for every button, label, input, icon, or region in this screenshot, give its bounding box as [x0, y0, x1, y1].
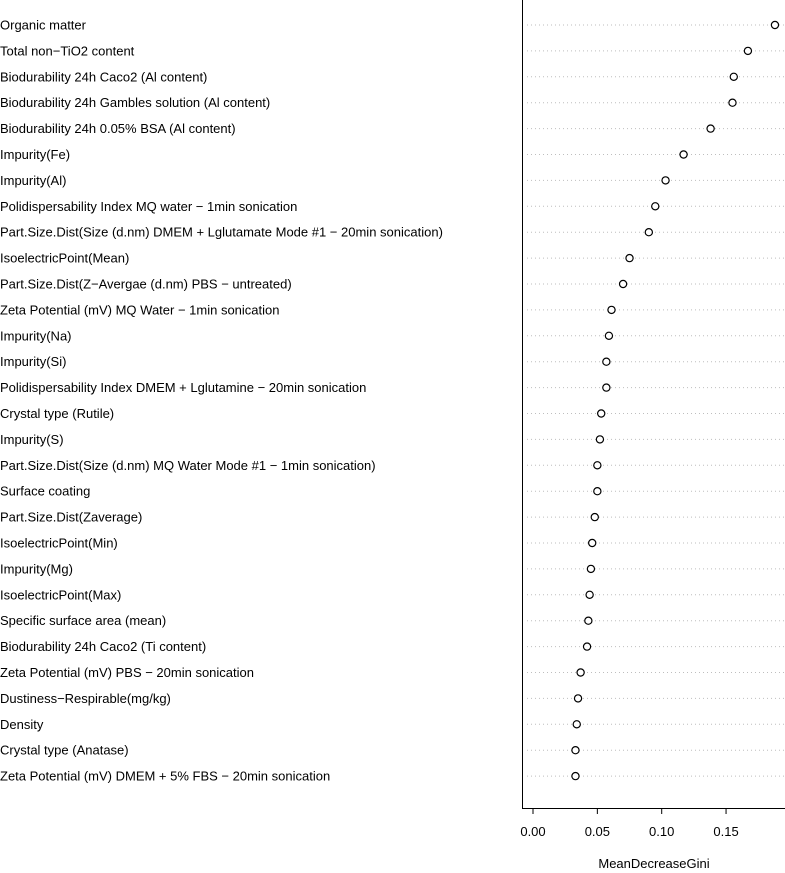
data-point	[707, 125, 714, 132]
data-point	[603, 358, 610, 365]
x-tick-label: 0.15	[713, 824, 739, 839]
category-label: Zeta Potential (mV) MQ Water − 1min sonication	[0, 302, 280, 318]
category-label: Impurity(Si)	[0, 354, 67, 370]
data-point	[594, 488, 601, 495]
data-point	[619, 280, 626, 287]
data-points	[572, 21, 779, 779]
category-label: Density	[0, 716, 44, 732]
data-point	[680, 151, 687, 158]
data-point	[572, 773, 579, 780]
data-point	[585, 617, 592, 624]
data-point	[608, 306, 615, 313]
category-label: Polidispersability Index DMEM + Lglutamine − 20min sonication	[0, 380, 367, 396]
category-label: IsoelectricPoint(Mean)	[0, 250, 130, 266]
x-tick-label: 0.00	[520, 824, 546, 839]
category-label: Dustiness−Respirable(mg/kg)	[0, 690, 171, 706]
data-point	[573, 721, 580, 728]
category-labels	[0, 18, 443, 784]
category-label: Impurity(Na)	[0, 328, 72, 344]
data-point	[572, 747, 579, 754]
category-label: Specific surface area (mean)	[0, 613, 167, 629]
category-label: Part.Size.Dist(Zaverage)	[0, 509, 143, 525]
data-point	[662, 177, 669, 184]
data-point	[583, 643, 590, 650]
category-label: Crystal type (Anatase)	[0, 742, 129, 758]
data-point	[771, 21, 778, 28]
category-label: Crystal type (Rutile)	[0, 406, 115, 421]
data-point	[645, 229, 652, 236]
x-axis	[520, 808, 738, 839]
data-point	[652, 203, 659, 210]
category-label: Part.Size.Dist(Size (d.nm) MQ Water Mode #1 − 1min sonication)	[0, 457, 376, 473]
category-label: Part.Size.Dist(Z−Avergae (d.nm) PBS − untreated)	[0, 276, 292, 292]
data-point	[603, 384, 610, 391]
data-point	[605, 332, 612, 339]
category-label: IsoelectricPoint(Max)	[0, 587, 122, 603]
category-label: Biodurability 24h Caco2 (Ti content)	[0, 639, 207, 655]
category-label: Total non−TiO2 content	[0, 43, 135, 59]
category-label: Part.Size.Dist(Size (d.nm) DMEM + Lglutamate Mode #1 − 20min sonication)	[0, 224, 443, 240]
gridlines	[527, 25, 785, 776]
data-point	[587, 565, 594, 572]
data-point	[577, 669, 584, 676]
data-point	[596, 436, 603, 443]
data-point	[589, 539, 596, 546]
x-axis-label: MeanDecreaseGini	[598, 856, 710, 871]
category-label: Zeta Potential (mV) PBS − 20min sonication	[0, 665, 254, 680]
data-point	[591, 514, 598, 521]
data-point	[729, 99, 736, 106]
data-point	[586, 591, 593, 598]
data-point	[598, 410, 605, 417]
category-label: IsoelectricPoint(Min)	[0, 535, 118, 551]
data-point	[730, 73, 737, 80]
category-label: Impurity(Mg)	[0, 561, 73, 577]
category-label: Organic matter	[0, 17, 86, 33]
data-point	[594, 462, 601, 469]
category-label: Impurity(Fe)	[0, 147, 71, 162]
category-label: Zeta Potential (mV) DMEM + 5% FBS − 20min sonication	[0, 768, 331, 784]
plot-frame	[523, 0, 785, 809]
category-label: Impurity(Al)	[0, 172, 67, 188]
category-label: Impurity(S)	[0, 431, 64, 447]
data-point	[626, 255, 633, 262]
x-tick-label: 0.10	[649, 824, 675, 839]
category-label: Biodurability 24h Gambles solution (Al content)	[0, 95, 271, 111]
x-tick-label: 0.05	[584, 824, 611, 839]
category-label: Surface coating	[0, 483, 91, 499]
category-label: Polidispersability Index MQ water − 1min sonication	[0, 198, 298, 214]
category-label: Biodurability 24h Caco2 (Al content)	[0, 69, 208, 85]
data-point	[744, 47, 751, 54]
data-point	[574, 695, 581, 702]
category-label: Biodurability 24h 0.05% BSA (Al content)	[0, 121, 236, 137]
